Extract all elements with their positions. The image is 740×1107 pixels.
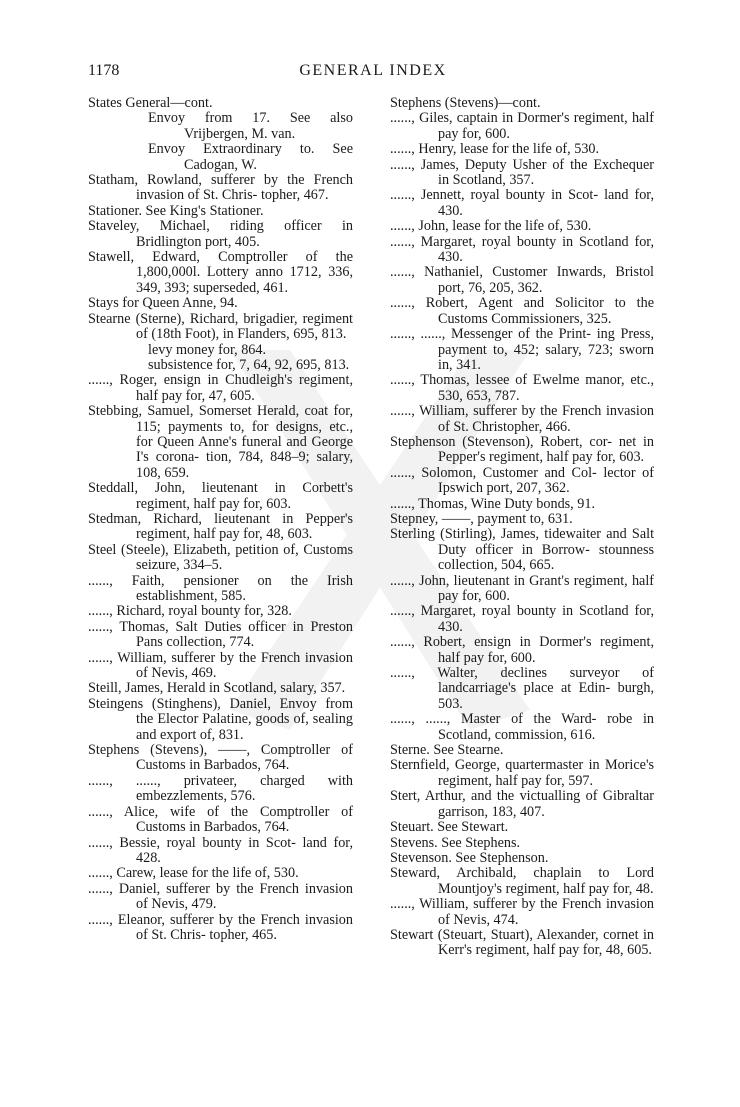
- index-entry-line: Steingens (Stinghens), Daniel, Envoy: [88, 695, 317, 712]
- index-entry-line: Steuart. See Stewart.: [390, 819, 509, 836]
- index-entry-line: establishment, 585.: [136, 588, 246, 604]
- index-entry-line: cornet in Kerr's regiment, half: [438, 926, 654, 959]
- index-entry-line: ......, William, sufferer by the French: [390, 896, 602, 913]
- index-entry-line: Stepney, ——, payment to, 631.: [390, 510, 573, 527]
- index-entry-line: ......, Faith, pensioner on the Irish: [88, 572, 353, 589]
- index-entry-line: stounness collection, 504, 665.: [438, 541, 655, 574]
- index-entry-line: Stert, Arthur, and the victualling of: [390, 788, 598, 805]
- index-entry-line: ......, ......, Messenger of the Print-: [390, 326, 591, 343]
- index-entry: [390, 758, 654, 789]
- index-entry-line: Bridlington port, 405.: [136, 233, 260, 250]
- index-entry-line: topher, 465.: [209, 926, 277, 943]
- index-entry-line: Sterne. See Stearne.: [390, 742, 504, 759]
- index-entry-line: Gibraltar garrison, 183, 407.: [438, 788, 654, 820]
- index-entry-line: 325.: [586, 310, 612, 327]
- index-entry: [390, 712, 654, 743]
- index-entry: [88, 512, 353, 543]
- index-entry: [390, 219, 654, 234]
- index-entry-line: ......, Robert, Agent and Solicitor: [390, 295, 604, 312]
- index-entry-line: ......, Margaret, royal bounty in: [390, 603, 574, 620]
- index-entry: [88, 743, 353, 774]
- index-entry-line: invasion of St. Christopher, 466.: [438, 403, 655, 435]
- index-entry-line: Cadogan, W.: [184, 156, 257, 173]
- index-entry-line: ......, Alice, wife of the Comptroller: [88, 803, 330, 820]
- page-header: [88, 62, 658, 84]
- index-entry: [88, 882, 353, 913]
- index-entry-line: ......, John, lieutenant in Grant's: [390, 572, 570, 589]
- index-entry-line: Morice's regiment, half pay for,: [438, 757, 655, 789]
- index-entry-line: regiment, half pay for, 600.: [438, 572, 655, 604]
- index-entry-line: ......, Solomon, Customer and Col-: [390, 464, 597, 481]
- index-entry-line: Sterling (Stirling), James, tidewaiter: [390, 526, 602, 543]
- index-entry-line: from the Elector Palatine, goods: [136, 695, 353, 728]
- index-entry-line: robe in Scotland, commission,: [438, 711, 654, 743]
- index-continuation-head: [390, 96, 654, 111]
- index-entry-line: regiment of (18th Foot), in: [136, 310, 353, 343]
- index-entry-line: Statham, Rowland, sufferer by the: [88, 172, 305, 189]
- index-entry-line: pay for, 603.: [572, 449, 645, 466]
- index-entry-line: ......, Thomas, lessee of Ewelme: [390, 372, 580, 389]
- index-entry-line: land for, 428.: [136, 834, 353, 866]
- index-entry-line: ing Press, payment to, 452;: [438, 326, 654, 358]
- index-entry-line: designs, etc., for Queen Anne's: [136, 418, 354, 450]
- index-entry-line: ......, William, sufferer by the French: [390, 403, 602, 420]
- index-entry-line: for, 48.: [612, 880, 654, 897]
- index-entry-line: Stedman, Richard, lieutenant in: [88, 510, 294, 527]
- index-entry: [88, 913, 353, 944]
- index-entry-line: Steel (Steele), Elizabeth, petition of,: [88, 541, 299, 558]
- index-continuation-head: [88, 96, 353, 111]
- index-entry: [390, 604, 654, 635]
- index-entry-line: net in Pepper's regiment, half: [438, 433, 655, 466]
- index-entry: [88, 373, 353, 404]
- index-entry: [88, 312, 353, 343]
- index-entry-line: to the Customs Commissioners,: [438, 295, 655, 327]
- index-entry-line: Stays for Queen Anne, 94.: [88, 295, 238, 312]
- index-entry-line: and Salt Duty officer in Borrow-: [438, 526, 655, 558]
- index-entry: [88, 866, 353, 881]
- index-entry-line: ......, John, lease for the life of, 530.: [390, 218, 592, 235]
- index-entry-line: Preston Pans collection, 774.: [136, 618, 353, 651]
- index-entry-line: Bristol port, 76, 205, 362.: [438, 264, 654, 296]
- index-entry: [88, 250, 353, 296]
- index-entry-line: Stewart (Steuart, Stuart), Alexander,: [390, 926, 599, 943]
- index-entry-line: burgh, 503.: [438, 680, 654, 712]
- index-entry-line: ......, Daniel, sufferer by the French: [88, 880, 299, 897]
- index-entry-line: ......, Roger, ensign in Chudleigh's: [88, 372, 293, 389]
- index-entry-line: 1,800,000l. Lottery anno 1712,: [136, 264, 322, 281]
- index-subentry: [88, 343, 353, 358]
- index-entry: [390, 466, 654, 497]
- index-entry-line: Steddall, John, lieutenant in Corbett's: [88, 480, 353, 497]
- index-entry: [390, 512, 654, 527]
- index-entry-line: ......, Margaret, royal bounty in: [390, 233, 574, 250]
- index-entry-line: ......, Bessie, royal bounty in Scot-: [88, 834, 296, 851]
- index-entry-line: topher, 467.: [260, 187, 329, 204]
- index-entry-line: salary, 723; sworn in, 341.: [438, 341, 654, 373]
- index-entry: [390, 404, 654, 435]
- index-entry: [88, 204, 353, 219]
- index-entry-line: ......, Giles, captain in Dormer's: [390, 110, 570, 127]
- index-entry: [88, 697, 353, 743]
- index-entry-line: levy money for, 864.: [148, 341, 267, 358]
- index-entry: [390, 435, 654, 466]
- index-entry-line: Steill, James, Herald in Scotland,: [88, 680, 277, 697]
- index-entry-line: 813.: [324, 356, 350, 373]
- index-entry: [88, 481, 353, 512]
- index-entry-line: Flanders, 695, 813.: [237, 326, 347, 343]
- index-entry-line: landcarriage's place at Edin-: [438, 680, 611, 697]
- index-entry-line: ......, Thomas, Salt Duties officer in: [88, 618, 304, 635]
- index-entry-line: salary, 357.: [280, 680, 346, 697]
- index-entry: [390, 111, 654, 142]
- left-column: [88, 96, 353, 943]
- index-entry: [88, 805, 353, 836]
- index-entry: [390, 789, 654, 820]
- index-entry: [390, 836, 654, 851]
- right-column: [390, 96, 654, 959]
- index-entry: [88, 681, 353, 696]
- index-entry-line: Customs seizure, 334–5.: [136, 541, 354, 574]
- index-entry-line: Stevens. See Stephens.: [390, 834, 521, 851]
- index-entry-line: land for, 430.: [438, 187, 655, 219]
- index-entry-line: ......, Richard, royal bounty for, 328.: [88, 603, 292, 620]
- index-subentry: [88, 142, 353, 173]
- index-entry-line: regiment, half pay for, 600.: [438, 634, 655, 666]
- index-entry-line: Stawell, Edward, Comptroller of the: [88, 249, 353, 266]
- index-entry-line: Scotland for, 430.: [438, 233, 655, 266]
- index-entry-line: ......, ......, privateer, charged: [88, 772, 305, 789]
- index-entry-line: Staveley, Michael, riding officer in: [88, 218, 353, 235]
- index-entry-line: Envoy Extraordinary to. See: [148, 141, 353, 158]
- index-entry-line: Vrijbergen, M. van.: [184, 125, 296, 142]
- index-entry: [390, 666, 654, 712]
- index-entry-line: invasion of Nevis, 479.: [136, 880, 353, 913]
- index-entry-line: Stationer. See King's Stationer.: [88, 202, 264, 219]
- index-entry-line: Stephens (Stevens), ——, Comptroller: [88, 742, 331, 759]
- index-entry-line: Scotland for, 430.: [438, 603, 655, 635]
- index-entry: [390, 635, 654, 666]
- index-entry: [88, 219, 353, 250]
- index-entry: [88, 651, 353, 682]
- index-entry: [390, 188, 654, 219]
- index-entry-line: Pepper's regiment, half pay for,: [136, 510, 353, 543]
- index-entry-line: ......, ......, Master of the Ward-: [390, 711, 597, 728]
- index-entry-line: regiment, half pay for, 600.: [438, 110, 655, 142]
- index-entry-line: Stevenson. See Stephenson.: [390, 849, 549, 866]
- index-entry: [88, 604, 353, 619]
- index-entry-line: with embezzlements, 576.: [136, 772, 354, 805]
- index-entry: [88, 574, 353, 605]
- index-entry-line: 336, 349, 393; superseded, 461.: [136, 264, 354, 296]
- index-entry: [390, 928, 654, 959]
- index-entry-line: regiment, half pay for, 603.: [136, 495, 292, 512]
- index-entry-line: Sternfield, George, quartermaster in: [390, 757, 600, 774]
- index-entry-line: ......, Eleanor, sufferer by the: [88, 911, 256, 928]
- index-entry: [88, 173, 353, 204]
- index-subentry: [88, 358, 353, 373]
- index-entry: [390, 296, 654, 327]
- index-entry-line: pay for, 48, 605.: [558, 942, 652, 959]
- index-entry-line: 659.: [164, 464, 190, 481]
- index-entry-line: ......, James, Deputy Usher of the: [390, 156, 588, 173]
- index-entry: [390, 142, 654, 157]
- page-number: 1178: [88, 62, 120, 79]
- index-entry: [390, 158, 654, 189]
- index-entry: [390, 866, 654, 897]
- index-entry-line: French invasion of St. Chris-: [136, 911, 353, 943]
- index-entry-line: 597.: [568, 772, 594, 789]
- index-entry-line: subsistence for, 7, 64, 92, 695,: [148, 356, 321, 373]
- index-entry-line: lector of Ipswich port, 207, 362.: [438, 464, 654, 497]
- index-entry: [88, 620, 353, 651]
- index-entry-line: ......, Robert, ensign in Dormer's: [390, 634, 592, 651]
- index-entry-line: funeral and George I's corona-: [136, 433, 353, 466]
- index-entry-line: regiment, half pay for, 47, 605.: [136, 372, 353, 404]
- index-entry-line: manor, etc., 530, 653, 787.: [438, 372, 654, 404]
- index-entry: [390, 527, 654, 573]
- index-entry-line: ......, Carew, lease for the life of, 530.: [88, 865, 299, 882]
- index-entry: [390, 235, 654, 266]
- index-entry: [390, 897, 654, 928]
- index-entry: [390, 820, 654, 835]
- index-entry: [390, 574, 654, 605]
- index-entry-line: of, sealing and export of, 831.: [136, 711, 353, 743]
- index-entry: [390, 497, 654, 512]
- index-entry-line: Mountjoy's regiment, half pay: [438, 880, 610, 897]
- index-entry-line: of Customs in Barbados, 764.: [136, 803, 353, 836]
- index-entry: [88, 774, 353, 805]
- index-entry: [390, 373, 654, 404]
- index-entry: [88, 404, 353, 481]
- index-entry-line: ......, Walter, declines surveyor of: [390, 665, 654, 682]
- index-entry-line: ......, William, sufferer by the French: [88, 649, 301, 666]
- index-entry-line: Exchequer in Scotland, 357.: [438, 156, 654, 189]
- index-entry-line: Stephenson (Stevenson), Robert, cor-: [390, 433, 612, 450]
- index-entry-line: invasion of Nevis, 469.: [136, 649, 353, 682]
- index-entry-line: States General—cont.: [88, 95, 213, 111]
- index-entry-line: 616.: [570, 726, 596, 743]
- index-entry-line: Stephens (Stevens)—cont.: [390, 95, 541, 111]
- index-entry-line: French invasion of St. Chris-: [136, 172, 353, 204]
- index-entry-line: Stearne (Sterne), Richard, brigadier,: [88, 310, 298, 327]
- index-entry-line: Steward, Archibald, chaplain to Lord: [390, 865, 654, 882]
- index-entry: [88, 296, 353, 311]
- index-entry: [390, 851, 654, 866]
- index-subentry: [88, 111, 353, 142]
- index-entry: [88, 836, 353, 867]
- index-entry: [88, 543, 353, 574]
- index-entry: [390, 265, 654, 296]
- index-entry-line: invasion of Nevis, 474.: [438, 896, 655, 928]
- index-entry-line: ......, Thomas, Wine Duty bonds, 91.: [390, 495, 596, 512]
- index-entry-line: ......, Jennett, royal bounty in Scot-: [390, 187, 599, 204]
- index-entry-line: ......, Nathaniel, Customer Inwards,: [390, 264, 606, 281]
- index-entry-line: Envoy from 17. See also: [148, 110, 353, 127]
- index-entry-line: of Customs in Barbados, 764.: [136, 742, 353, 774]
- index-entry: [390, 743, 654, 758]
- index-entry-line: 48, 603.: [266, 526, 313, 543]
- index-entry-line: coat for, 115; payments to, for: [136, 403, 353, 435]
- index-entry: [390, 327, 654, 373]
- running-title: GENERAL INDEX: [299, 62, 447, 79]
- index-entry-line: ......, Henry, lease for the life of, 530.: [390, 141, 600, 158]
- index-entry-line: Stebbing, Samuel, Somerset Herald,: [88, 403, 300, 420]
- index-entry-line: tion, 784, 848–9; salary, 108,: [136, 449, 353, 481]
